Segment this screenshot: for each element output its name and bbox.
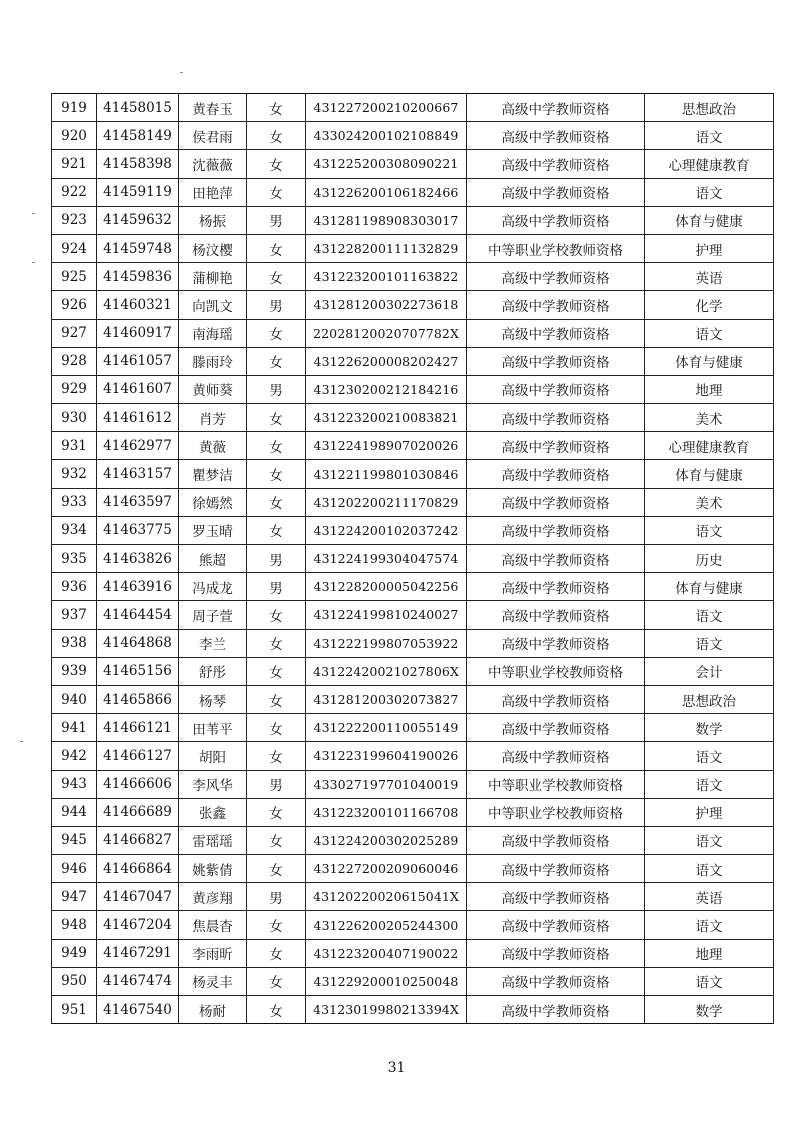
exam-id-cell: 41458149 (97, 122, 179, 150)
scan-speck (20, 741, 23, 742)
name-cell: 冯成龙 (179, 573, 247, 601)
id-number-cell: 433027197701040019 (306, 770, 467, 798)
row-number-cell: 943 (52, 770, 97, 798)
table-row (52, 573, 774, 601)
id-number-cell: 431227200209060046 (306, 855, 467, 883)
gender-cell: 女 (247, 178, 306, 206)
qualification-cell: 高级中学教师资格 (467, 911, 645, 939)
gender-cell: 男 (247, 883, 306, 911)
gender-cell: 男 (247, 206, 306, 234)
name-cell: 李兰 (179, 629, 247, 657)
table-row (52, 319, 774, 347)
scan-speck (32, 262, 35, 263)
gender-cell: 女 (247, 460, 306, 488)
page-number: 31 (387, 1060, 406, 1076)
name-cell: 滕雨玲 (179, 347, 247, 375)
exam-id-cell: 41463826 (97, 545, 179, 573)
row-number-cell: 942 (52, 742, 97, 770)
exam-id-cell: 41466127 (97, 742, 179, 770)
exam-id-cell: 41467291 (97, 939, 179, 967)
id-number-cell: 431222199807053922 (306, 629, 467, 657)
row-number-cell: 940 (52, 685, 97, 713)
gender-cell: 女 (247, 347, 306, 375)
exam-id-cell: 41461057 (97, 347, 179, 375)
subject-cell: 护理 (645, 798, 774, 826)
table-row (52, 150, 774, 178)
exam-id-cell: 41460321 (97, 291, 179, 319)
table-row (52, 770, 774, 798)
qualification-cell: 高级中学教师资格 (467, 545, 645, 573)
exam-id-cell: 41466606 (97, 770, 179, 798)
name-cell: 徐嫣然 (179, 488, 247, 516)
id-number-cell: 431228200111132829 (306, 234, 467, 262)
row-number-cell: 919 (52, 94, 97, 122)
exam-id-cell: 41463157 (97, 460, 179, 488)
subject-cell: 英语 (645, 883, 774, 911)
table-row (52, 516, 774, 544)
gender-cell: 女 (247, 404, 306, 432)
gender-cell: 女 (247, 122, 306, 150)
id-number-cell: 43120220020615041X (306, 883, 467, 911)
name-cell: 杨汶樱 (179, 234, 247, 262)
row-number-cell: 938 (52, 629, 97, 657)
exam-id-cell: 41458015 (97, 94, 179, 122)
qualification-cell: 高级中学教师资格 (467, 122, 645, 150)
id-number-cell: 431229200010250048 (306, 967, 467, 995)
subject-cell: 数学 (645, 714, 774, 742)
table-row (52, 996, 774, 1024)
row-number-cell: 927 (52, 319, 97, 347)
name-cell: 黄春玉 (179, 94, 247, 122)
table-row (52, 883, 774, 911)
table-row (52, 488, 774, 516)
qualification-cell: 中等职业学校教师资格 (467, 770, 645, 798)
row-number-cell: 921 (52, 150, 97, 178)
subject-cell: 体育与健康 (645, 206, 774, 234)
row-number-cell: 926 (52, 291, 97, 319)
table-row (52, 911, 774, 939)
subject-cell: 数学 (645, 996, 774, 1024)
id-number-cell: 431224200302025289 (306, 826, 467, 854)
gender-cell: 女 (247, 657, 306, 685)
table-row (52, 122, 774, 150)
subject-cell: 语文 (645, 770, 774, 798)
name-cell: 瞿梦洁 (179, 460, 247, 488)
qualification-cell: 高级中学教师资格 (467, 263, 645, 291)
subject-cell: 语文 (645, 855, 774, 883)
qualification-cell: 高级中学教师资格 (467, 939, 645, 967)
id-number-cell: 431222200110055149 (306, 714, 467, 742)
scan-speck (180, 72, 183, 73)
name-cell: 侯君雨 (179, 122, 247, 150)
table-row (52, 855, 774, 883)
row-number-cell: 933 (52, 488, 97, 516)
name-cell: 向凯文 (179, 291, 247, 319)
id-number-cell: 431227200210200667 (306, 94, 467, 122)
id-number-cell: 431226200205244300 (306, 911, 467, 939)
name-cell: 胡阳 (179, 742, 247, 770)
name-cell: 杨灵丰 (179, 967, 247, 995)
exam-id-cell: 41466121 (97, 714, 179, 742)
exam-id-cell: 41467204 (97, 911, 179, 939)
exam-id-cell: 41467047 (97, 883, 179, 911)
name-cell: 熊超 (179, 545, 247, 573)
exam-id-cell: 41459836 (97, 263, 179, 291)
exam-id-cell: 41458398 (97, 150, 179, 178)
gender-cell: 女 (247, 94, 306, 122)
qualification-cell: 高级中学教师资格 (467, 291, 645, 319)
row-number-cell: 947 (52, 883, 97, 911)
gender-cell: 女 (247, 234, 306, 262)
row-number-cell: 932 (52, 460, 97, 488)
name-cell: 李雨昕 (179, 939, 247, 967)
subject-cell: 语文 (645, 629, 774, 657)
qualification-cell: 高级中学教师资格 (467, 432, 645, 460)
subject-cell: 心理健康教育 (645, 150, 774, 178)
qualification-cell: 高级中学教师资格 (467, 826, 645, 854)
exam-id-cell: 41464454 (97, 601, 179, 629)
subject-cell: 思想政治 (645, 94, 774, 122)
row-number-cell: 935 (52, 545, 97, 573)
name-cell: 杨琴 (179, 685, 247, 713)
qualification-cell: 高级中学教师资格 (467, 883, 645, 911)
name-cell: 肖芳 (179, 404, 247, 432)
qualification-cell: 高级中学教师资格 (467, 996, 645, 1024)
exam-id-cell: 41464868 (97, 629, 179, 657)
gender-cell: 男 (247, 545, 306, 573)
exam-id-cell: 41459119 (97, 178, 179, 206)
table-row (52, 685, 774, 713)
row-number-cell: 931 (52, 432, 97, 460)
subject-cell: 会计 (645, 657, 774, 685)
table-row (52, 657, 774, 685)
subject-cell: 体育与健康 (645, 460, 774, 488)
subject-cell: 地理 (645, 939, 774, 967)
name-cell: 黄薇 (179, 432, 247, 460)
name-cell: 黄彦翔 (179, 883, 247, 911)
gender-cell: 女 (247, 911, 306, 939)
exam-id-cell: 41463597 (97, 488, 179, 516)
name-cell: 杨振 (179, 206, 247, 234)
id-number-cell: 22028120020707782X (306, 319, 467, 347)
gender-cell: 女 (247, 601, 306, 629)
table-row (52, 967, 774, 995)
table-row (52, 94, 774, 122)
subject-cell: 语文 (645, 911, 774, 939)
qualification-cell: 中等职业学校教师资格 (467, 798, 645, 826)
row-number-cell: 946 (52, 855, 97, 883)
scan-speck (32, 213, 35, 214)
subject-cell: 英语 (645, 263, 774, 291)
table-row (52, 263, 774, 291)
id-number-cell: 431230200212184216 (306, 375, 467, 403)
row-number-cell: 941 (52, 714, 97, 742)
row-number-cell: 949 (52, 939, 97, 967)
name-cell: 焦晨杳 (179, 911, 247, 939)
table-row (52, 601, 774, 629)
qualification-cell: 高级中学教师资格 (467, 178, 645, 206)
qualification-cell: 高级中学教师资格 (467, 742, 645, 770)
gender-cell: 男 (247, 375, 306, 403)
gender-cell: 女 (247, 855, 306, 883)
table-row (52, 742, 774, 770)
row-number-cell: 950 (52, 967, 97, 995)
table-row (52, 629, 774, 657)
gender-cell: 女 (247, 488, 306, 516)
gender-cell: 女 (247, 432, 306, 460)
row-number-cell: 930 (52, 404, 97, 432)
qualification-cell: 高级中学教师资格 (467, 150, 645, 178)
subject-cell: 语文 (645, 601, 774, 629)
table-row (52, 291, 774, 319)
exam-id-cell: 41459748 (97, 234, 179, 262)
subject-cell: 语文 (645, 319, 774, 347)
subject-cell: 语文 (645, 122, 774, 150)
table-row (52, 714, 774, 742)
id-number-cell: 431202200211170829 (306, 488, 467, 516)
gender-cell: 女 (247, 516, 306, 544)
name-cell: 雷瑶瑶 (179, 826, 247, 854)
id-number-cell: 431224198907020026 (306, 432, 467, 460)
id-number-cell: 431281198908303017 (306, 206, 467, 234)
subject-cell: 语文 (645, 516, 774, 544)
exam-id-cell: 41466864 (97, 855, 179, 883)
id-number-cell: 431226200008202427 (306, 347, 467, 375)
table-row (52, 460, 774, 488)
row-number-cell: 924 (52, 234, 97, 262)
table-row (52, 826, 774, 854)
qualification-cell: 中等职业学校教师资格 (467, 234, 645, 262)
id-number-cell: 431221199801030846 (306, 460, 467, 488)
gender-cell: 女 (247, 150, 306, 178)
qualification-cell: 高级中学教师资格 (467, 855, 645, 883)
table-row (52, 545, 774, 573)
table-row (52, 798, 774, 826)
subject-cell: 护理 (645, 234, 774, 262)
id-number-cell: 431228200005042256 (306, 573, 467, 601)
gender-cell: 女 (247, 996, 306, 1024)
qualification-cell: 高级中学教师资格 (467, 375, 645, 403)
row-number-cell: 920 (52, 122, 97, 150)
table-row (52, 234, 774, 262)
subject-cell: 心理健康教育 (645, 432, 774, 460)
exam-id-cell: 41462977 (97, 432, 179, 460)
row-number-cell: 939 (52, 657, 97, 685)
id-number-cell: 431223200101163822 (306, 263, 467, 291)
gender-cell: 女 (247, 629, 306, 657)
name-cell: 张鑫 (179, 798, 247, 826)
id-number-cell: 431281200302073827 (306, 685, 467, 713)
qualification-cell: 高级中学教师资格 (467, 460, 645, 488)
name-cell: 沈薇薇 (179, 150, 247, 178)
row-number-cell: 929 (52, 375, 97, 403)
subject-cell: 美术 (645, 404, 774, 432)
row-number-cell: 936 (52, 573, 97, 601)
id-number-cell: 431223200210083821 (306, 404, 467, 432)
exam-id-cell: 41459632 (97, 206, 179, 234)
table-row (52, 178, 774, 206)
gender-cell: 女 (247, 742, 306, 770)
exam-id-cell: 41465156 (97, 657, 179, 685)
row-number-cell: 944 (52, 798, 97, 826)
gender-cell: 女 (247, 798, 306, 826)
row-number-cell: 925 (52, 263, 97, 291)
table-row (52, 375, 774, 403)
gender-cell: 女 (247, 826, 306, 854)
qualification-cell: 高级中学教师资格 (467, 714, 645, 742)
exam-id-cell: 41461607 (97, 375, 179, 403)
candidate-table (51, 93, 774, 1024)
subject-cell: 历史 (645, 545, 774, 573)
exam-id-cell: 41467474 (97, 967, 179, 995)
candidate-table-body (52, 94, 774, 1024)
qualification-cell: 高级中学教师资格 (467, 967, 645, 995)
qualification-cell: 高级中学教师资格 (467, 573, 645, 601)
row-number-cell: 951 (52, 996, 97, 1024)
table-row (52, 939, 774, 967)
id-number-cell: 43122420021027806X (306, 657, 467, 685)
table-row (52, 347, 774, 375)
row-number-cell: 923 (52, 206, 97, 234)
id-number-cell: 431223200407190022 (306, 939, 467, 967)
table-row (52, 404, 774, 432)
exam-id-cell: 41467540 (97, 996, 179, 1024)
row-number-cell: 948 (52, 911, 97, 939)
subject-cell: 化学 (645, 291, 774, 319)
qualification-cell: 高级中学教师资格 (467, 404, 645, 432)
subject-cell: 地理 (645, 375, 774, 403)
exam-id-cell: 41466827 (97, 826, 179, 854)
table-row (52, 206, 774, 234)
qualification-cell: 高级中学教师资格 (467, 488, 645, 516)
subject-cell: 语文 (645, 967, 774, 995)
subject-cell: 体育与健康 (645, 573, 774, 601)
name-cell: 南海瑶 (179, 319, 247, 347)
id-number-cell: 431226200106182466 (306, 178, 467, 206)
name-cell: 杨耐 (179, 996, 247, 1024)
qualification-cell: 高级中学教师资格 (467, 516, 645, 544)
subject-cell: 语文 (645, 826, 774, 854)
exam-id-cell: 41465866 (97, 685, 179, 713)
subject-cell: 思想政治 (645, 685, 774, 713)
name-cell: 田苇平 (179, 714, 247, 742)
table-row (52, 432, 774, 460)
id-number-cell: 431224200102037242 (306, 516, 467, 544)
qualification-cell: 高级中学教师资格 (467, 319, 645, 347)
gender-cell: 男 (247, 573, 306, 601)
exam-id-cell: 41463775 (97, 516, 179, 544)
qualification-cell: 中等职业学校教师资格 (467, 657, 645, 685)
id-number-cell: 431223200101166708 (306, 798, 467, 826)
row-number-cell: 945 (52, 826, 97, 854)
exam-id-cell: 41460917 (97, 319, 179, 347)
exam-id-cell: 41461612 (97, 404, 179, 432)
name-cell: 田艳萍 (179, 178, 247, 206)
gender-cell: 女 (247, 939, 306, 967)
gender-cell: 女 (247, 319, 306, 347)
gender-cell: 女 (247, 263, 306, 291)
row-number-cell: 928 (52, 347, 97, 375)
gender-cell: 女 (247, 685, 306, 713)
subject-cell: 体育与健康 (645, 347, 774, 375)
exam-id-cell: 41463916 (97, 573, 179, 601)
qualification-cell: 高级中学教师资格 (467, 206, 645, 234)
qualification-cell: 高级中学教师资格 (467, 94, 645, 122)
name-cell: 罗玉晴 (179, 516, 247, 544)
id-number-cell: 431225200308090221 (306, 150, 467, 178)
name-cell: 姚紫倩 (179, 855, 247, 883)
name-cell: 蒲柳艳 (179, 263, 247, 291)
row-number-cell: 937 (52, 601, 97, 629)
id-number-cell: 431224199810240027 (306, 601, 467, 629)
name-cell: 李风华 (179, 770, 247, 798)
gender-cell: 女 (247, 967, 306, 995)
id-number-cell: 43123019980213394X (306, 996, 467, 1024)
id-number-cell: 433024200102108849 (306, 122, 467, 150)
exam-id-cell: 41466689 (97, 798, 179, 826)
id-number-cell: 431223199604190026 (306, 742, 467, 770)
row-number-cell: 922 (52, 178, 97, 206)
gender-cell: 女 (247, 714, 306, 742)
subject-cell: 语文 (645, 742, 774, 770)
gender-cell: 男 (247, 291, 306, 319)
qualification-cell: 高级中学教师资格 (467, 347, 645, 375)
name-cell: 周子萱 (179, 601, 247, 629)
qualification-cell: 高级中学教师资格 (467, 601, 645, 629)
id-number-cell: 431281200302273618 (306, 291, 467, 319)
id-number-cell: 431224199304047574 (306, 545, 467, 573)
qualification-cell: 高级中学教师资格 (467, 629, 645, 657)
name-cell: 黄师葵 (179, 375, 247, 403)
row-number-cell: 934 (52, 516, 97, 544)
subject-cell: 美术 (645, 488, 774, 516)
gender-cell: 男 (247, 770, 306, 798)
qualification-cell: 高级中学教师资格 (467, 685, 645, 713)
name-cell: 舒彤 (179, 657, 247, 685)
subject-cell: 语文 (645, 178, 774, 206)
